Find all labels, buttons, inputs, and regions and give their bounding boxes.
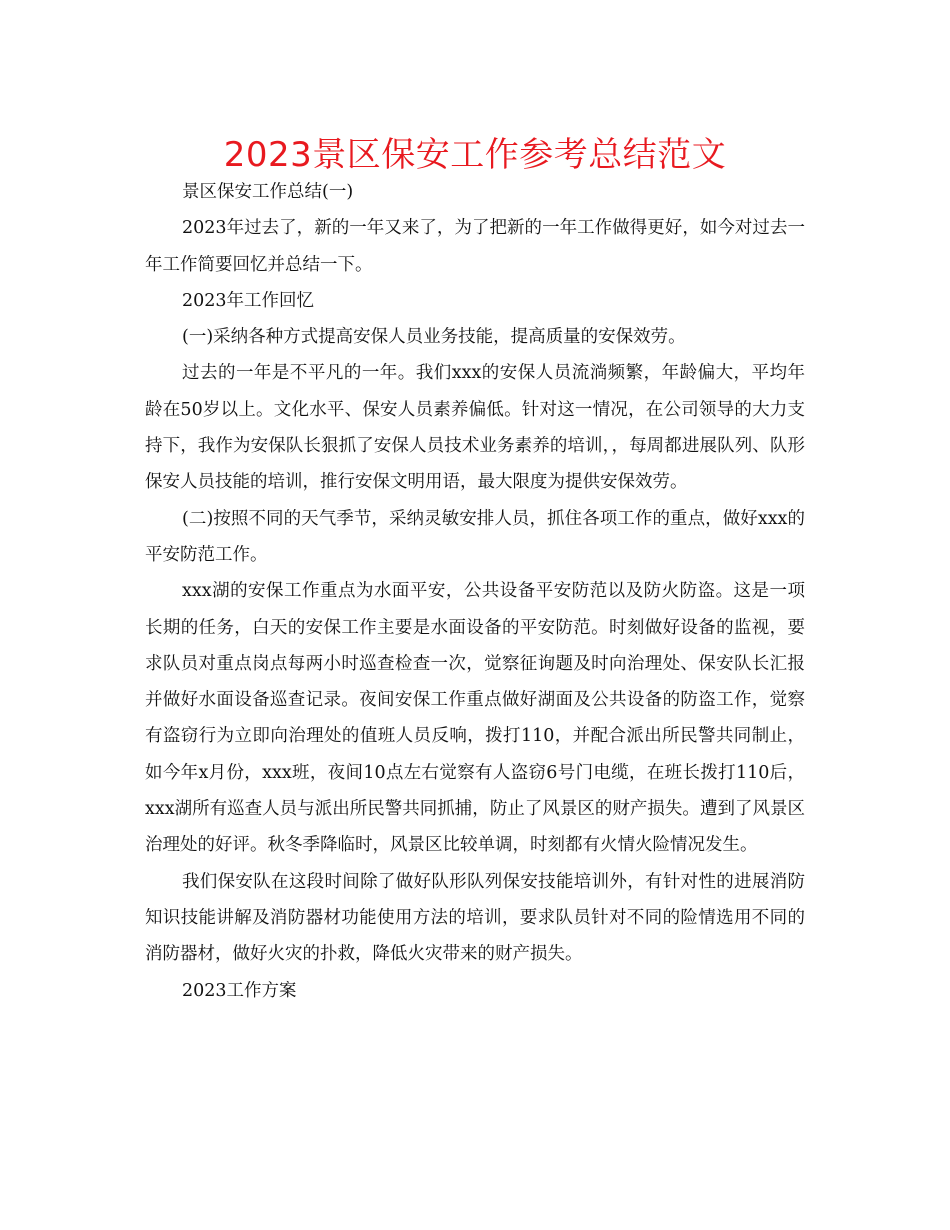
paragraph-item-one-heading: (一)采纳各种方式提高安保人员业务技能，提高质量的安保效劳。 — [182, 327, 686, 348]
document-body — [145, 174, 805, 1009]
paragraph-plan-heading: 2023工作方案 — [182, 980, 297, 1001]
paragraph-section-heading: 景区保安工作总结(一) — [182, 182, 354, 202]
paragraph-review-heading: 2023年工作回忆 — [182, 290, 315, 311]
paragraph-item-two-heading: (二)按照不同的天气季节，采纳灵敏安排人员，抓住各项工作的重点，做好xxx的平安防范工作。 — [145, 508, 805, 565]
document-title: 2023景区保安工作参考总结范文 — [223, 135, 727, 175]
paragraph-item-one-body: 过去的一年是不平凡的一年。我们xxx的安保人员流淌频繁，年龄偏大，平均年龄在50岁以上。文化水平、保安人员素养偏低。针对这一情况，在公司领导的大力支持下，我作为安保队长狠抓了安保人员技术业务素养的培训，，每周都进展队列、队形保安人员技能的培训，推行安保文明用语，最大限度为提供安保效劳。 — [145, 363, 805, 493]
paragraph-item-two-body: xxx湖的安保工作重点为水面平安，公共设备平安防范以及防火防盗。这是一项长期的任务，白天的安保工作主要是水面设备的平安防范。时刻做好设备的监视，要求队员对重点岗点每两小时巡查检查一次，觉察征询题及时向治理处、保安队长汇报并做好水面设备巡查记录。夜间安保工作重点做好湖面及公共设备的防盗工作，觉察有盗窃行为立即向治理处的值班人员反响，拨打110，并配合派出所民警共同制止，如今年x月份，xxx班，夜间10点左右觉察有人盗窃6号门电缆，在班长拨打110后，xxx湖所有巡查人员与派出所民警共同抓捕，防止了风景区的财产损失。遭到了风景区治理处的好评。秋冬季降临时，风景区比较单调，时刻都有火情火险情况发生。 — [145, 581, 805, 856]
paragraph-fire-training: 我们保安队在这段时间除了做好队形队列保安技能培训外，有针对性的进展消防知识技能讲解及消防器材功能使用方法的培训，要求队员针对不同的险情选用不同的消防器材，做好火灾的扑救，降低火灾带来的财产损失。 — [145, 871, 805, 965]
paragraph-intro: 2023年过去了，新的一年又来了，为了把新的一年工作做得更好，如今对过去一年工作简要回忆并总结一下。 — [145, 218, 805, 275]
